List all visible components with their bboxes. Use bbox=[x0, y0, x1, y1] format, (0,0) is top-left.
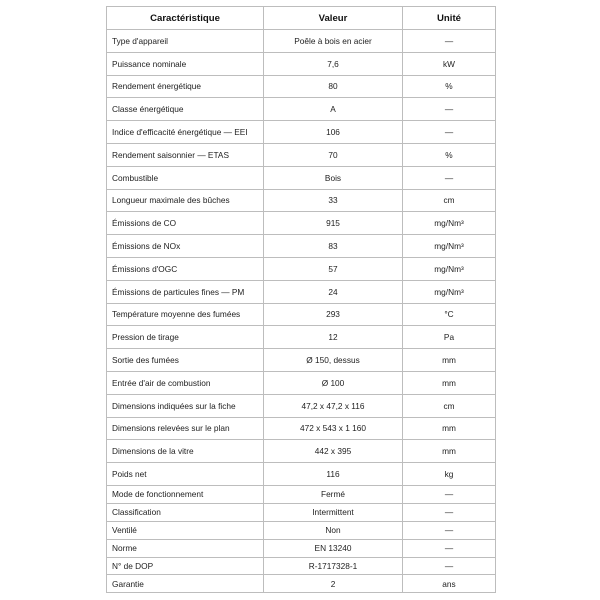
row-label: Dimensions indiquées sur la fiche bbox=[107, 394, 264, 417]
row-unit: — bbox=[403, 98, 496, 121]
row-label: Puissance nominale bbox=[107, 52, 264, 75]
row-unit: °C bbox=[403, 303, 496, 326]
header-value: Valeur bbox=[264, 7, 403, 30]
table-row bbox=[107, 189, 496, 212]
row-value: 80 bbox=[264, 75, 403, 98]
row-value: 70 bbox=[264, 143, 403, 166]
row-unit: — bbox=[403, 557, 496, 575]
row-unit: mm bbox=[403, 349, 496, 372]
table-row bbox=[107, 303, 496, 326]
table-row bbox=[107, 30, 496, 53]
table-row bbox=[107, 280, 496, 303]
row-value: Poêle à bois en acier bbox=[264, 30, 403, 53]
row-unit: — bbox=[403, 166, 496, 189]
row-label: Émissions de NOx bbox=[107, 235, 264, 258]
row-label: Émissions de CO bbox=[107, 212, 264, 235]
row-unit: cm bbox=[403, 394, 496, 417]
row-unit: mg/Nm³ bbox=[403, 280, 496, 303]
row-unit: mm bbox=[403, 440, 496, 463]
table-row bbox=[107, 485, 496, 503]
row-label: N° de DOP bbox=[107, 557, 264, 575]
row-unit: mm bbox=[403, 417, 496, 440]
table-row bbox=[107, 98, 496, 121]
row-value: 293 bbox=[264, 303, 403, 326]
table-body bbox=[107, 30, 496, 593]
table-row bbox=[107, 212, 496, 235]
row-unit: % bbox=[403, 143, 496, 166]
row-unit: mg/Nm³ bbox=[403, 235, 496, 258]
row-unit: kg bbox=[403, 463, 496, 486]
table-row bbox=[107, 539, 496, 557]
row-label: Mode de fonctionnement bbox=[107, 485, 264, 503]
row-value: Fermé bbox=[264, 485, 403, 503]
table-row bbox=[107, 166, 496, 189]
row-label: Rendement saisonnier — ETAS bbox=[107, 143, 264, 166]
row-label: Classification bbox=[107, 503, 264, 521]
table-row bbox=[107, 440, 496, 463]
table-row bbox=[107, 235, 496, 258]
row-unit: mm bbox=[403, 371, 496, 394]
header-row bbox=[107, 7, 496, 30]
row-label: Dimensions de la vitre bbox=[107, 440, 264, 463]
row-value: A bbox=[264, 98, 403, 121]
row-unit: — bbox=[403, 485, 496, 503]
table-row bbox=[107, 326, 496, 349]
row-value: Bois bbox=[264, 166, 403, 189]
header-characteristic: Caractéristique bbox=[107, 7, 264, 30]
row-label: Pression de tirage bbox=[107, 326, 264, 349]
table-row bbox=[107, 143, 496, 166]
row-value: R-1717328-1 bbox=[264, 557, 403, 575]
row-unit: Pa bbox=[403, 326, 496, 349]
table-row bbox=[107, 75, 496, 98]
table-row bbox=[107, 521, 496, 539]
table-row bbox=[107, 371, 496, 394]
header-unit: Unité bbox=[403, 7, 496, 30]
row-label: Sortie des fumées bbox=[107, 349, 264, 372]
table-header bbox=[107, 7, 496, 30]
row-value: 106 bbox=[264, 121, 403, 144]
row-value: Intermittent bbox=[264, 503, 403, 521]
row-value: 472 x 543 x 1 160 bbox=[264, 417, 403, 440]
row-value: 57 bbox=[264, 257, 403, 280]
row-label: Garantie bbox=[107, 575, 264, 593]
row-label: Rendement énergétique bbox=[107, 75, 264, 98]
row-label: Dimensions relevées sur le plan bbox=[107, 417, 264, 440]
table-row bbox=[107, 121, 496, 144]
table-row bbox=[107, 257, 496, 280]
row-value: 47,2 x 47,2 x 116 bbox=[264, 394, 403, 417]
row-value: 24 bbox=[264, 280, 403, 303]
row-label: Entrée d'air de combustion bbox=[107, 371, 264, 394]
spec-table bbox=[106, 6, 496, 593]
row-value: 83 bbox=[264, 235, 403, 258]
row-unit: ans bbox=[403, 575, 496, 593]
row-unit: mg/Nm³ bbox=[403, 212, 496, 235]
table-row bbox=[107, 463, 496, 486]
row-value: Ø 150, dessus bbox=[264, 349, 403, 372]
table-row bbox=[107, 557, 496, 575]
row-label: Température moyenne des fumées bbox=[107, 303, 264, 326]
row-label: Combustible bbox=[107, 166, 264, 189]
row-value: 116 bbox=[264, 463, 403, 486]
row-unit: mg/Nm³ bbox=[403, 257, 496, 280]
table-row bbox=[107, 394, 496, 417]
row-label: Classe énergétique bbox=[107, 98, 264, 121]
row-label: Poids net bbox=[107, 463, 264, 486]
row-label: Norme bbox=[107, 539, 264, 557]
row-value: 915 bbox=[264, 212, 403, 235]
row-unit: cm bbox=[403, 189, 496, 212]
row-value: 442 x 395 bbox=[264, 440, 403, 463]
row-unit: % bbox=[403, 75, 496, 98]
table-row bbox=[107, 349, 496, 372]
table-row bbox=[107, 575, 496, 593]
row-unit: — bbox=[403, 539, 496, 557]
row-value: 2 bbox=[264, 575, 403, 593]
row-label: Type d'appareil bbox=[107, 30, 264, 53]
table-row bbox=[107, 503, 496, 521]
row-unit: — bbox=[403, 521, 496, 539]
row-value: 12 bbox=[264, 326, 403, 349]
row-value: Ø 100 bbox=[264, 371, 403, 394]
row-label: Ventilé bbox=[107, 521, 264, 539]
row-label: Émissions d'OGC bbox=[107, 257, 264, 280]
row-label: Longueur maximale des bûches bbox=[107, 189, 264, 212]
row-value: 7,6 bbox=[264, 52, 403, 75]
row-value: 33 bbox=[264, 189, 403, 212]
table-row bbox=[107, 52, 496, 75]
table-row bbox=[107, 417, 496, 440]
row-value: Non bbox=[264, 521, 403, 539]
row-unit: — bbox=[403, 30, 496, 53]
row-unit: kW bbox=[403, 52, 496, 75]
row-unit: — bbox=[403, 121, 496, 144]
row-unit: — bbox=[403, 503, 496, 521]
row-value: EN 13240 bbox=[264, 539, 403, 557]
row-label: Indice d'efficacité énergétique — EEI bbox=[107, 121, 264, 144]
row-label: Émissions de particules fines — PM bbox=[107, 280, 264, 303]
